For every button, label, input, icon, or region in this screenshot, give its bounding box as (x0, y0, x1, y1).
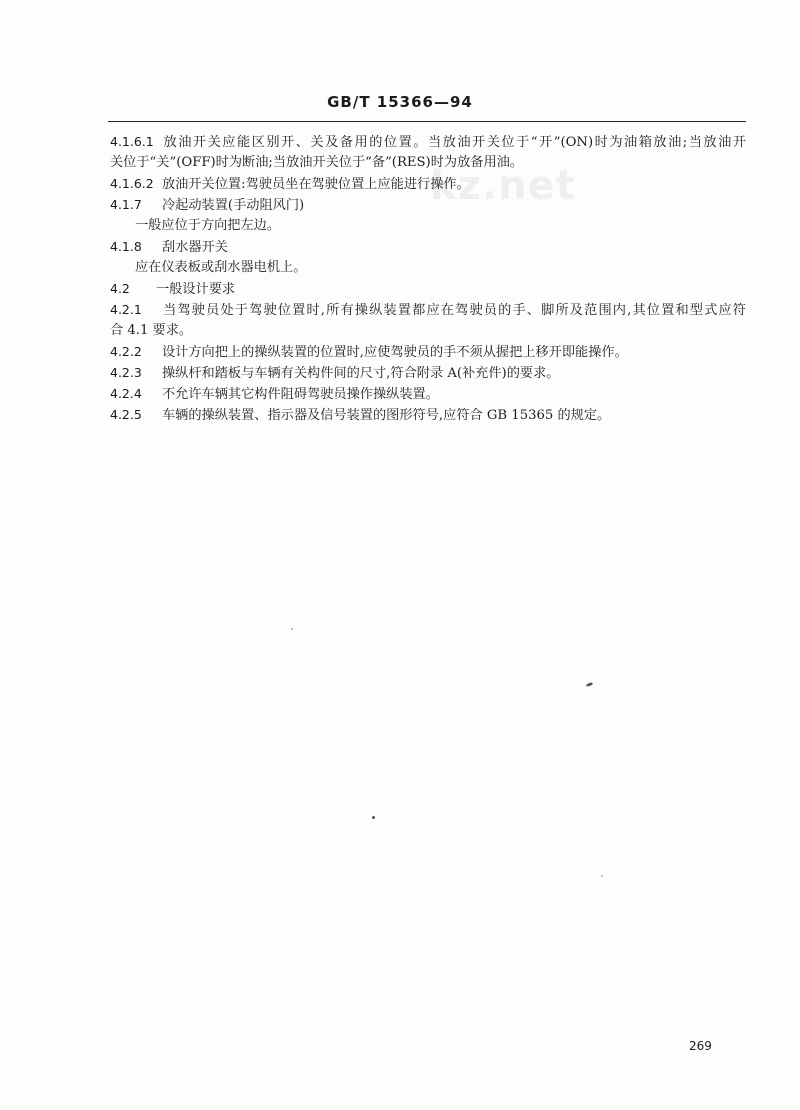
clause-4-1-6-1-continued (110, 152, 746, 173)
page-header-standard-number: GB/T 15366—94 (327, 93, 473, 111)
clause-4-2-4 (110, 383, 746, 404)
clause-number: 4.2.5 (110, 407, 142, 422)
clause-text: 不允许车辆其它构件阻碍驾驶员操作操纵装置。 (162, 387, 439, 402)
clause-title: 冷起动装置(手动阻风门) (162, 198, 305, 213)
clause-4-1-8 (110, 236, 746, 257)
scan-speck (586, 682, 594, 687)
clause-text: 放油开关应能区别开、关及备用的位置。当放油开关位于“开”(ON)时为油箱放油;当放油开 (162, 135, 746, 150)
clause-text: 设计方向把上的操纵装置的位置时,应使驾驶员的手不须从握把上移开即能操作。 (162, 345, 628, 360)
watermark-text: kz.net (430, 163, 576, 209)
clause-4-1-6-1 (110, 131, 746, 152)
clause-number: 4.2.3 (110, 365, 142, 380)
clause-text: 一般应位于方向把左边。 (135, 218, 281, 233)
section-title: 一般设计要求 (156, 282, 236, 297)
scan-speck (372, 816, 375, 819)
clause-4-1-7 (110, 194, 746, 215)
clause-4-1-7-body (110, 215, 746, 236)
clause-4-2-5 (110, 404, 746, 425)
clause-4-1-6-2 (110, 173, 746, 194)
clause-title: 刮水器开关 (162, 240, 228, 255)
scan-speck (601, 875, 603, 877)
clause-number: 4.1.7 (110, 197, 142, 212)
clause-text: 车辆的操纵装置、指示器及信号装置的图形符号,应符合 GB 15365 的规定。 (162, 408, 611, 423)
clause-number: 4.1.8 (110, 239, 142, 254)
scan-speck (291, 628, 293, 630)
clause-4-2-2 (110, 341, 746, 362)
clause-text: 关位于“关”(OFF)时为断油;当放油开关位于“备”(RES)时为放备用油。 (110, 155, 524, 170)
clause-text: 当驾驶员处于驾驶位置时,所有操纵装置都应在驾驶员的手、脚所及范围内,其位置和型式应符 (162, 303, 746, 318)
clause-number: 4.2.1 (110, 302, 142, 317)
clause-4-1-8-body (110, 257, 746, 278)
header-divider (108, 121, 746, 122)
section-4-2 (110, 278, 746, 299)
clause-4-2-3 (110, 362, 746, 383)
clause-4-2-1-continued (110, 320, 746, 341)
section-number: 4.2 (110, 281, 130, 296)
clause-number: 4.2.2 (110, 344, 142, 359)
clause-number: 4.1.6.1 (110, 134, 154, 149)
clause-number: 4.2.4 (110, 386, 142, 401)
clause-text: 应在仪表板或刮水器电机上。 (135, 260, 307, 275)
clause-number: 4.1.6.2 (110, 176, 154, 191)
page-number: 269 (689, 1039, 712, 1053)
clause-text: 合 4.1 要求。 (110, 323, 193, 338)
clause-text: 操纵杆和踏板与车辆有关构件间的尺寸,符合附录 A(补充件)的要求。 (162, 366, 560, 381)
clause-4-2-1 (110, 299, 746, 320)
document-body (110, 131, 746, 425)
clause-text: 放油开关位置:驾驶员坐在驾驶位置上应能进行操作。 (162, 177, 470, 192)
